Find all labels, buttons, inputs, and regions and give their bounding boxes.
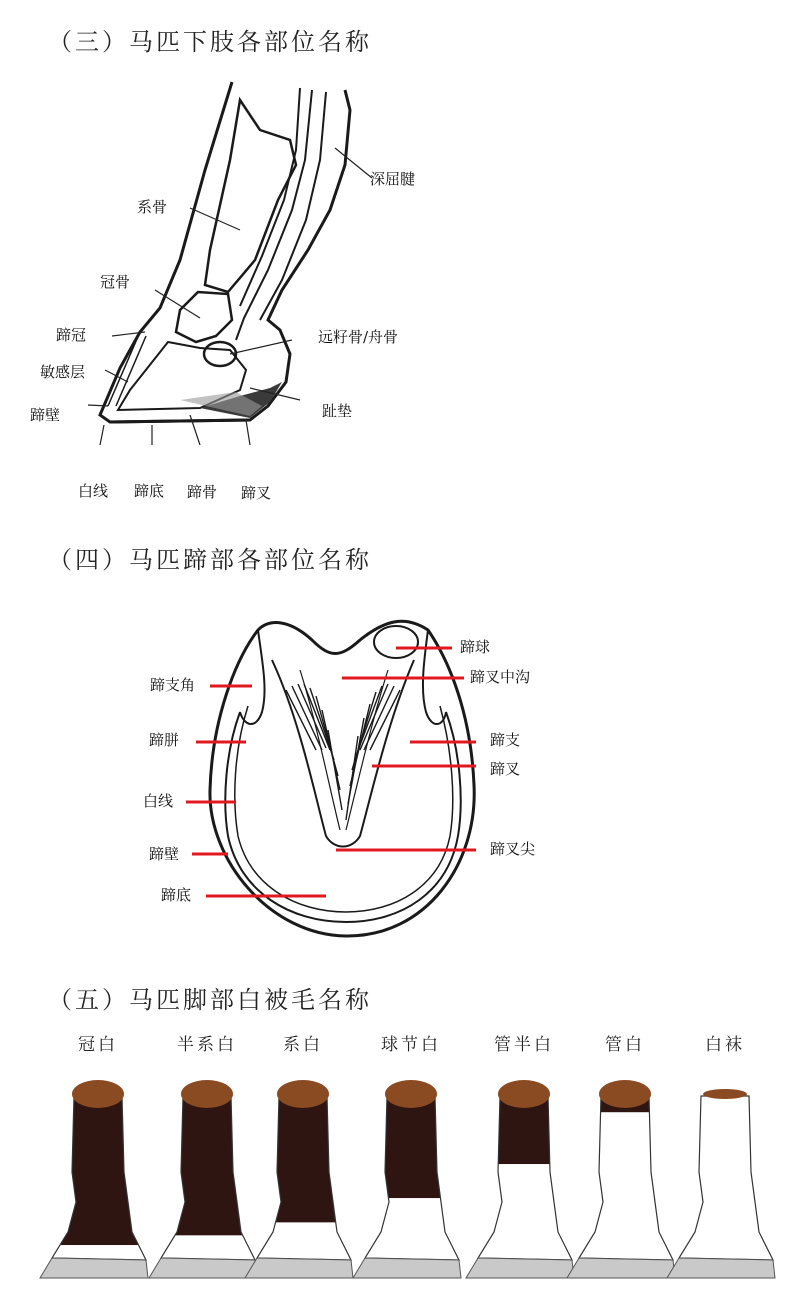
hoof-sole-diagram (0, 600, 800, 940)
hoof (466, 1258, 574, 1278)
label-pastern-bone: 系骨 (137, 198, 168, 216)
label-coronet-bone: 冠骨 (100, 273, 131, 291)
lower-limb-diagram (0, 70, 800, 530)
hoof (40, 1258, 148, 1278)
label-frog-sole: 蹄叉 (490, 760, 521, 778)
caption-fetlock-white: 球节白 (381, 1035, 441, 1055)
label-heel-angle: 蹄支角 (150, 676, 196, 694)
label-sensitive-layer: 敏感层 (40, 363, 86, 381)
leg-7 (665, 1082, 785, 1278)
caption-stocking-white: 白袜 (705, 1035, 745, 1055)
hair-tuft (277, 1080, 329, 1108)
caption-pastern-white: 系白 (283, 1035, 323, 1055)
label-hoof-wall: 蹄壁 (30, 406, 61, 424)
label-sole: 蹄底 (134, 482, 165, 500)
hoof (149, 1258, 257, 1278)
caption-half-cannon-white: 管半白 (494, 1035, 554, 1055)
hair-tuft (385, 1080, 437, 1108)
caption-half-pastern-white: 半系白 (177, 1035, 237, 1055)
label-white-line-sole: 白线 (143, 792, 174, 810)
label-deep-flexor-tendon: 深屈腱 (370, 170, 416, 188)
label-navicular: 远籽骨/舟骨 (318, 328, 399, 346)
hoof (245, 1258, 353, 1278)
hair-tuft (599, 1080, 651, 1108)
leg-6 (565, 1080, 685, 1278)
caption-cannon-white: 管白 (605, 1035, 645, 1055)
label-white-line: 白线 (78, 482, 109, 500)
section5-heading: （五）马匹脚部白被毛名称 (48, 986, 372, 1014)
leg-markings-row (0, 1070, 800, 1290)
leg-2 (147, 1080, 267, 1278)
hoof (667, 1258, 775, 1278)
label-bar-right: 蹄支 (490, 731, 521, 749)
label-bulb: 蹄球 (460, 638, 491, 656)
label-bar: 蹄胼 (149, 731, 180, 749)
label-wall: 蹄壁 (149, 845, 180, 863)
label-coronet: 蹄冠 (56, 326, 87, 344)
hoof (353, 1258, 461, 1278)
caption-coronet-white: 冠白 (78, 1035, 118, 1055)
leg-1 (38, 1080, 158, 1278)
section4-heading: （四）马匹蹄部各部位名称 (48, 546, 372, 574)
label-digital-cushion: 趾垫 (322, 402, 353, 420)
hair-tuft (181, 1080, 233, 1108)
hair-tuft (72, 1080, 124, 1108)
label-frog-apex: 蹄叉尖 (490, 840, 536, 858)
label-coffin-bone: 蹄骨 (187, 483, 218, 501)
leg-3 (243, 1080, 363, 1278)
leg-4 (351, 1080, 471, 1278)
hair-tuft (498, 1080, 550, 1108)
hair-tuft (703, 1089, 747, 1099)
label-sole-bottom: 蹄底 (161, 886, 192, 904)
label-frog: 蹄叉 (241, 484, 272, 502)
hoof (567, 1258, 675, 1278)
section3-heading: （三）马匹下肢各部位名称 (48, 28, 372, 56)
leg-5 (464, 1080, 584, 1278)
label-central-sulcus: 蹄叉中沟 (470, 668, 531, 686)
